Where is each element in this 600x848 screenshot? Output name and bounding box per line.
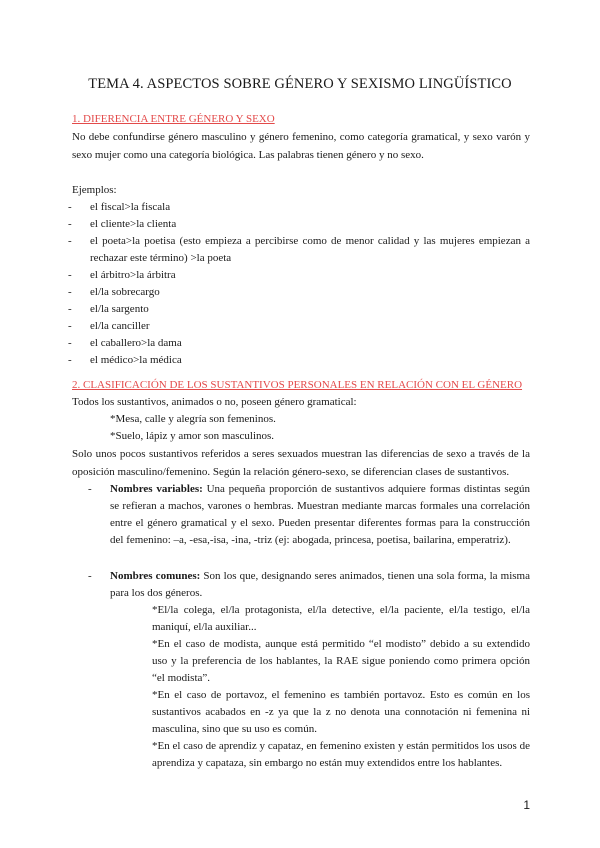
list-item: - el/la canciller [68,320,150,332]
section-2 [72,377,530,772]
section-2-heading: 2. CLASIFICACIÓN DE LOS SUSTANTIVOS PERSONALES EN RELACIÓN CON EL GÉNERO [72,379,523,391]
note: *En el caso de modista, aunque está permitido “el modisto” debido a su extendido uso y la preferencia de los hablantes, la RAE sigue poniendo como primera opción “el modista”. [152,638,530,684]
list-item: - Nombres comunes: Son los que, designando seres animados, tienen una sola forma, la misma para los dos géneros. [88,570,530,599]
examples-label: Ejemplos: [72,184,117,196]
variables-text: Una pequeña proporción de sustantivos adquiere formas distintas según se refieran a machos, varones o hembras. Muestran mediante marcas formales una correlación entre el género gramatical y el sexo. Pueden presentar diferentes formas para la construcción del femenino: –a, -esa,-isa, -ina, -triz (ej: abogada, princesa, poetisa, bailarina, emperatriz). [110,483,531,546]
comunes-term: Nombres comunes: [110,570,201,582]
examples-list [68,199,530,369]
page-number: 1 [523,798,530,812]
list-item: - el cliente>la clienta [68,218,177,230]
list-item: - Nombres variables: Una pequeña proporción de sustantivos adquiere formas distintas según se refieran a machos, varones o hembras. Muestran mediante marcas formales una correlación entre el género gramatical y el sexo. Pueden presentar diferentes formas para la construcción del femenino: –a, -esa,-isa, -ina, -triz (ej: abogada, princesa, poetisa, bailarina, emperatriz). [88,483,531,546]
note: *En el caso de aprendiz y capataz, en femenino existen y están permitidos los usos de aprendiza y capataza, sin embargo no están muy extendidos entre los hablantes. [152,740,530,769]
noun-classes-list [88,481,531,602]
list-item: - el/la sobrecargo [68,286,160,298]
note: *En el caso de portavoz, el femenino es también portavoz. Esto es común en los sustantivos acabados en -z ya que la z no denota una connotación ni femenina ni masculina, sino que su uso es común. [152,689,530,735]
section-1-paragraph: No debe confundirse género masculino y género femenino, como categoría gramatical, y sexo varón y sexo mujer como una categoría biológica. Las palabras tienen género y no sexo. [72,131,530,161]
note: *El/la colega, el/la protagonista, el/la detective, el/la paciente, el/la testigo, el/la maniquí, el/la auxiliar... [152,604,530,633]
list-item: - el fiscal>la fiscala [68,201,171,213]
section-1 [68,111,530,369]
section-2-paragraph: Solo unos pocos sustantivos referidos a seres sexuados muestran las diferencias de sexo a través de la oposición masculino/femenino. Según la relación género-sexo, se diferencian clases de sustantivos. [72,448,530,478]
section-1-heading: 1. DIFERENCIA ENTRE GÉNERO Y SEXO [72,113,275,125]
list-item: - el poeta>la poetisa (esto empieza a percibirse como de menor calidad y las mujeres empiezan a rechazar este término) >la poeta [68,235,530,264]
comunes-text: Son los que, designando seres animados, tienen una sola forma, la misma para los dos géneros. [110,570,530,599]
list-item: - el árbitro>la árbitra [68,269,176,281]
page-title: TEMA 4. ASPECTOS SOBRE GÉNERO Y SEXISMO LINGÜÍSTICO [88,76,512,92]
list-item: - el médico>la médica [68,354,182,366]
note: *Suelo, lápiz y amor son masculinos. [110,430,275,442]
section-2-intro: Todos los sustantivos, animados o no, poseen género gramatical: [72,396,357,408]
list-item: - el caballero>la dama [68,337,182,349]
note: *Mesa, calle y alegría son femeninos. [110,413,276,425]
comunes-notes [152,602,530,772]
list-item: - el/la sargento [68,303,149,315]
variables-term: Nombres variables: [110,483,203,495]
